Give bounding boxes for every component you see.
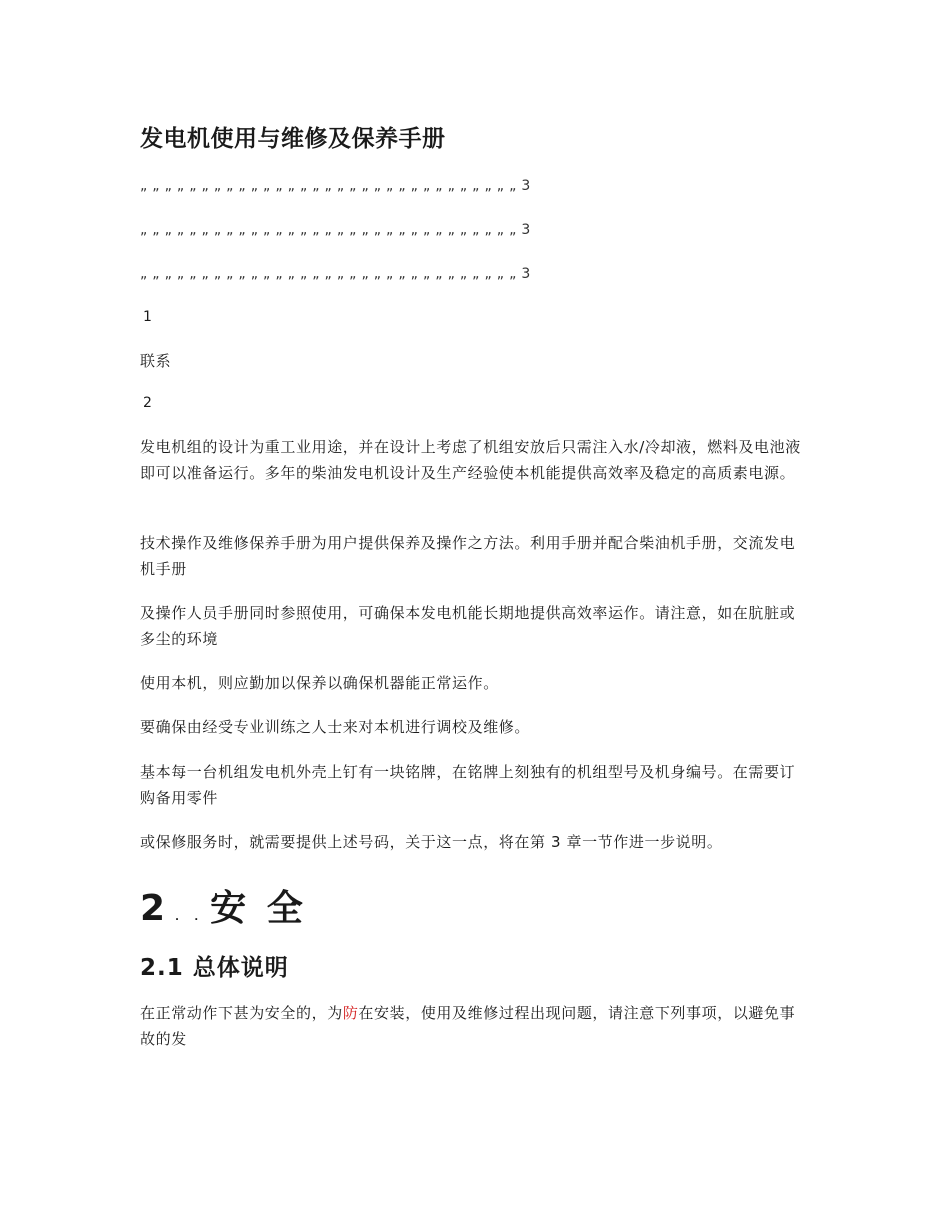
paragraph-environment: 使用本机，则应勤加以保养以确保机器能正常运作。 xyxy=(140,674,499,692)
paragraph-intro: 发电机组的设计为重工业用途，并在设计上考虑了机组安放后只需注入水/冷却液，燃料及电池液即可以准备运行。多年的柴油发电机设计及生产经验使本机能提供高效率及稳定的高质素电源。 xyxy=(140,438,801,482)
safety-text-after: 在安装，使用及维修过程出现问题，请注意下列事项，以避免事故的发 xyxy=(140,1004,796,1048)
section-number: 2 xyxy=(140,888,170,929)
toc-entry[interactable]: „ „ „ „ „ „ „ „ „ „ „ „ „ „ „ „ „ „ „ „ „ „ „ „ „ „ „ „ „ „ „ 3 xyxy=(140,178,531,194)
safety-text-before: 在正常动作下甚为安全的，为 xyxy=(140,1004,343,1022)
item-number-2: 2 xyxy=(143,395,152,411)
toc-entry[interactable]: „ „ „ „ „ „ „ „ „ „ „ „ „ „ „ „ „ „ „ „ „ „ „ „ „ „ „ „ „ „ „ 3 xyxy=(140,222,531,238)
paragraph-maintenance: 要确保由经受专业训练之人士来对本机进行调校及维修。 xyxy=(140,718,531,736)
paragraph-manual: 技术操作及维修保养手册为用户提供保养及操作之方法。利用手册并配合柴油机手册，交流发电机手册 xyxy=(140,534,796,578)
section-separator: . . xyxy=(175,912,205,923)
section-heading xyxy=(140,880,307,931)
document-title: 发电机使用与维修及保养手册 xyxy=(140,126,446,152)
toc-entry[interactable]: „ „ „ „ „ „ „ „ „ „ „ „ „ „ „ „ „ „ „ „ „ „ „ „ „ „ „ „ „ „ „ 3 xyxy=(140,266,531,282)
safety-highlight: 防 xyxy=(342,1004,359,1022)
paragraph-service: 或保修服务时，就需要提供上述号码，关于这一点，将在第 3 章一节作进一步说明。 xyxy=(140,833,723,851)
section-title: 安 全 xyxy=(210,888,307,929)
contact-label: 联系 xyxy=(140,352,172,370)
paragraph-nameplate: 基本每一台机组发电机外壳上钉有一块铭牌，在铭牌上刻独有的机组型号及机身编号。在需要订购备用零件 xyxy=(140,763,796,807)
paragraph-reference: 及操作人员手册同时参照使用，可确保本发电机能长期地提供高效率运作。请注意，如在肮脏或多尘的环境 xyxy=(140,604,796,648)
item-number-1: 1 xyxy=(143,309,152,325)
subsection-heading: 2.1 总体说明 xyxy=(140,955,289,981)
paragraph-safety xyxy=(140,1000,810,1052)
